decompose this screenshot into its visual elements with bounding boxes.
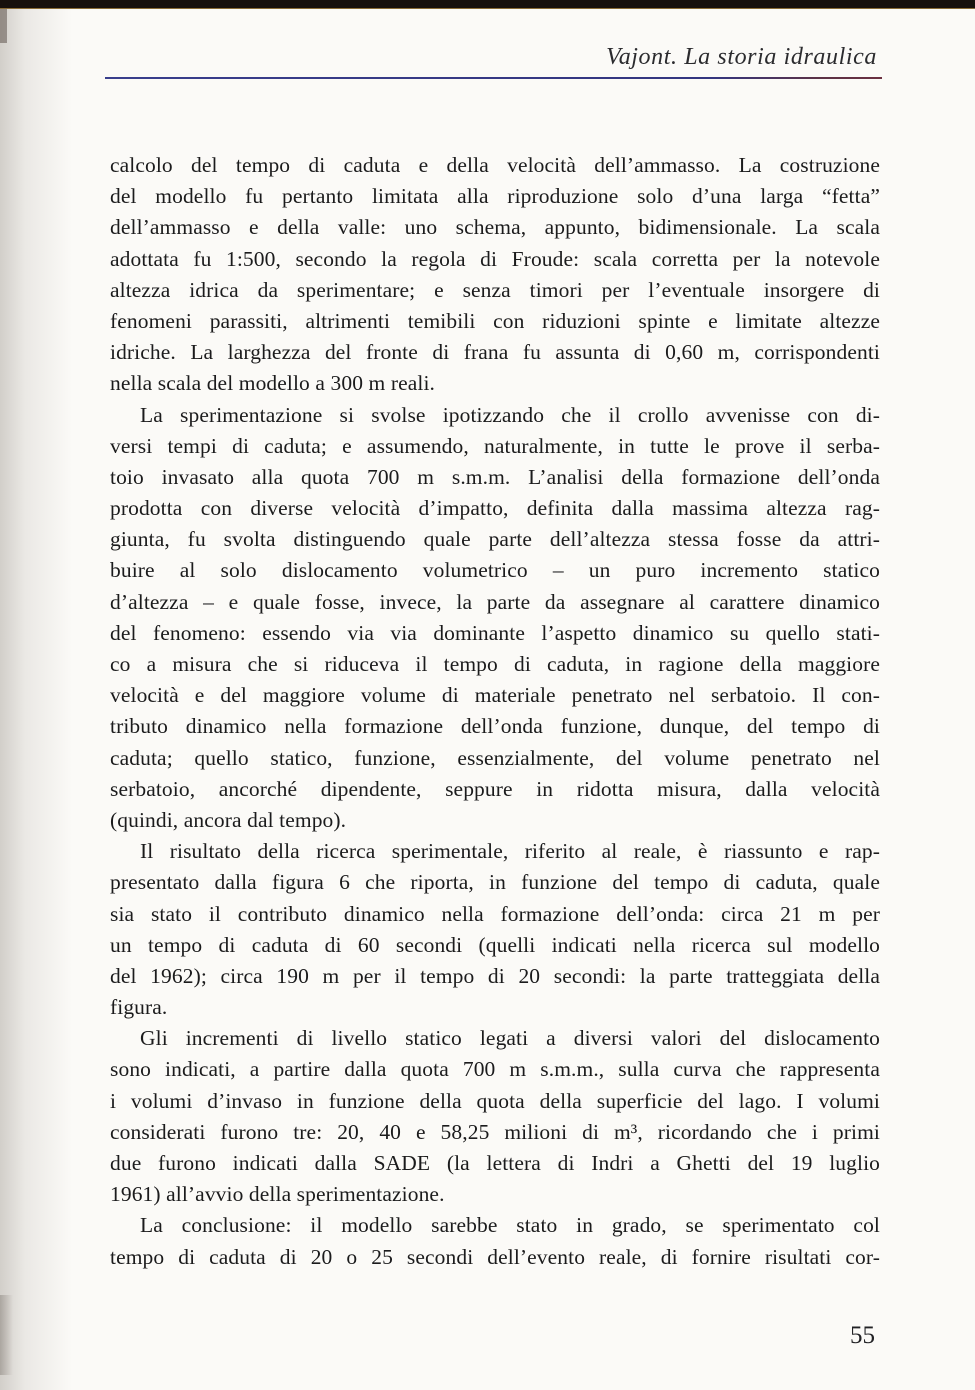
text-line: tributo dinamico nella formazione dell’onda funzione, dunque, del tempo di bbox=[110, 714, 880, 739]
text-line: serbatoio, ancorché dipendente, seppure in ridotta misura, dalla velocità bbox=[110, 776, 880, 801]
scan-left-edge-mark-top bbox=[0, 9, 7, 43]
text-line: La conclusione: il modello sarebbe stato in grado, se sperimentato col bbox=[140, 1213, 880, 1238]
text-line: versi tempi di caduta; e assumendo, naturalmente, in tutte le prove il serba- bbox=[110, 433, 880, 458]
scan-top-edge-bar bbox=[0, 0, 975, 9]
text-line: del 1962); circa 190 m per il tempo di 20 secondi: la parte tratteggiata della bbox=[110, 963, 880, 988]
text-line: giunta, fu svolta distinguendo quale parte dell’altezza stessa fosse da attri- bbox=[110, 527, 880, 552]
text-line: presentato dalla figura 6 che riporta, in funzione del tempo di caduta, quale bbox=[110, 870, 880, 895]
text-line: considerati furono tre: 20, 40 e 58,25 milioni di m³, ricordando che i primi bbox=[110, 1119, 880, 1144]
text-line: figura. bbox=[110, 995, 168, 1020]
text-line: caduta; quello statico, funzione, essenzialmente, del volume penetrato nel bbox=[110, 745, 880, 770]
text-line: buire al solo dislocamento volumetrico – un puro incremento statico bbox=[110, 558, 880, 583]
text-line: calcolo del tempo di caduta e della velocità dell’ammasso. La costruzione bbox=[110, 153, 880, 177]
running-header-title: Vajont. La storia idraulica bbox=[606, 44, 877, 70]
text-line: del fenomeno: essendo via via dominante l’aspetto dinamico su quello stati- bbox=[110, 620, 880, 645]
page-number: 55 bbox=[850, 1322, 875, 1349]
text-line: altezza idrica da sperimentare; e senza timori per l’eventuale insorgere di bbox=[110, 277, 880, 302]
text-line: un tempo di caduta di 60 secondi (quelli indicati nella ricerca sul modello bbox=[110, 932, 880, 957]
text-line: fenomeni parassiti, altrimenti temibili con riduzioni spinte e limitate altezze bbox=[110, 308, 880, 333]
scan-left-edge-mark-bottom bbox=[0, 1295, 13, 1375]
text-line: velocità e del maggiore volume di materiale penetrato nel serbatoio. Il con- bbox=[110, 683, 880, 708]
book-spine-shadow bbox=[0, 9, 72, 1390]
text-line: d’altezza – e quale fosse, invece, la parte da assegnare al carattere dinamico bbox=[110, 589, 880, 614]
text-line: La sperimentazione si svolse ipotizzando che il crollo avvenisse con di- bbox=[140, 402, 880, 427]
text-line: i volumi d’invaso in funzione della quota della superficie del lago. I volumi bbox=[110, 1088, 880, 1113]
text-line: tempo di caduta di 20 o 25 secondi dell’evento reale, di fornire risultati cor- bbox=[110, 1244, 880, 1269]
text-line: due furono indicati dalla SADE (la lettera di Indri a Ghetti del 19 luglio bbox=[110, 1151, 880, 1175]
text-line: co a misura che si riduceva il tempo di caduta, in ragione della maggiore bbox=[110, 652, 880, 676]
body-text bbox=[110, 150, 880, 1273]
text-line: toio invasato alla quota 700 m s.m.m. L’analisi della formazione dell’onda bbox=[110, 464, 880, 489]
text-line: sono indicati, a partire dalla quota 700 m s.m.m., sulla curva che rappresenta bbox=[110, 1057, 880, 1082]
text-line: Gli incrementi di livello statico legati a diversi valori del dislocamento bbox=[140, 1026, 880, 1051]
text-line: prodotta con diverse velocità d’impatto, definita dalla massima altezza rag- bbox=[110, 496, 880, 521]
header-rule bbox=[105, 77, 882, 79]
text-line: adottata fu 1:500, secondo la regola di Froude: scala corretta per la notevole bbox=[110, 246, 880, 271]
text-line: 1961) all’avvio della sperimentazione. bbox=[110, 1182, 445, 1207]
text-line: dell’ammasso e della valle: uno schema, appunto, bidimensionale. La scala bbox=[110, 215, 880, 240]
text-line: idriche. La larghezza del fronte di frana fu assunta di 0,60 m, corrispondenti bbox=[110, 340, 880, 365]
text-line: Il risultato della ricerca sperimentale, riferito al reale, è riassunto e rap- bbox=[140, 839, 880, 864]
text-line: nella scala del modello a 300 m reali. bbox=[110, 371, 435, 396]
text-line: (quindi, ancora dal tempo). bbox=[110, 807, 347, 832]
text-line: del modello fu pertanto limitata alla riproduzione solo d’una larga “fetta” bbox=[110, 184, 880, 209]
text-line: sia stato il contributo dinamico nella formazione dell’onda: circa 21 m per bbox=[110, 901, 880, 926]
